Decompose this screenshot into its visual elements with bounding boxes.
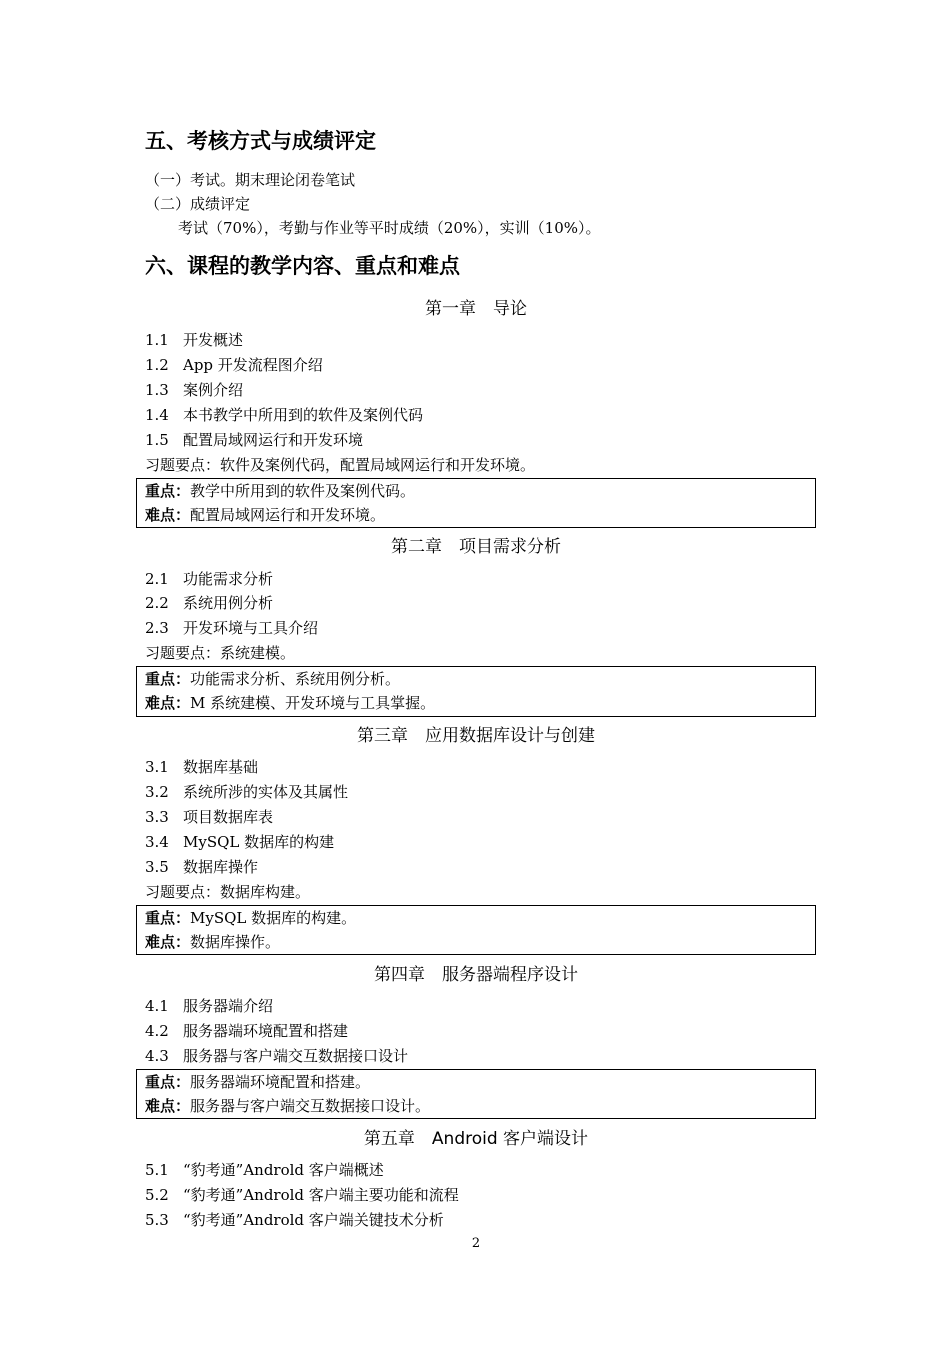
key-points-box [136,905,816,955]
difficulty-row: 难点：数据库操作。 [145,933,281,951]
difficulty-row: 难点：服务器与客户端交互数据接口设计。 [145,1097,431,1115]
list-item: 2.1 功能需求分析 [145,570,274,588]
difficulty-row: 难点：配置局域网运行和开发环境。 [145,506,386,524]
assessment-item-exam: （一）考试。期末理论闭卷笔试 [145,171,356,189]
exercise-note: 习题要点：数据库构建。 [145,883,311,901]
chapter-title: 第三章 应用数据库设计与创建 [357,726,595,746]
list-item: 2.2 系统用例分析 [145,594,274,612]
exercise-note: 习题要点：软件及案例代码，配置局域网运行和开发环境。 [145,456,536,474]
list-item: 4.1 服务器端介绍 [145,997,274,1015]
page-number: 2 [471,1236,481,1251]
key-points-box [136,1069,816,1119]
list-item: 1.1 开发概述 [145,331,244,349]
list-item: 3.3 项目数据库表 [145,808,274,826]
key-points-box [136,478,816,528]
list-item: 5.3 “豹考通”Androld 客户端关键技术分析 [145,1211,444,1229]
chapter-title: 第四章 服务器端程序设计 [374,965,578,985]
key-point-row: 重点：服务器端环境配置和搭建。 [145,1073,371,1091]
list-item: 5.1 “豹考通”Androld 客户端概述 [145,1161,384,1179]
list-item: 3.4 MySQL 数据库的构建 [145,833,335,851]
difficulty-row: 难点：M 系统建模、开发环境与工具掌握。 [145,694,436,712]
key-point-row: 重点：功能需求分析、系统用例分析。 [145,670,401,688]
exercise-note: 习题要点：系统建模。 [145,644,296,662]
assessment-detail: 考试（70%），考勤与作业等平时成绩（20%），实训（10%）。 [178,219,601,237]
list-item: 4.3 服务器与客户端交互数据接口设计 [145,1047,409,1065]
key-point-row: 重点：教学中所用到的软件及案例代码。 [145,482,416,500]
key-point-row: 重点：MySQL 数据库的构建。 [145,909,357,927]
key-points-box [136,666,816,717]
list-item: 1.4 本书教学中所用到的软件及案例代码 [145,406,424,424]
chapter-title: 第一章 导论 [425,299,527,319]
list-item: 3.5 数据库操作 [145,858,259,876]
list-item: 3.2 系统所涉的实体及其属性 [145,783,349,801]
list-item: 1.3 案例介绍 [145,381,244,399]
list-item: 5.2 “豹考通”Androld 客户端主要功能和流程 [145,1186,459,1204]
list-item: 1.2 App 开发流程图介绍 [145,356,323,374]
list-item: 1.5 配置局域网运行和开发环境 [145,431,364,449]
chapter-title: 第二章 项目需求分析 [391,537,561,557]
assessment-item-grading: （二）成绩评定 [145,195,251,213]
list-item: 3.1 数据库基础 [145,758,259,776]
section-heading-assessment: 五、考核方式与成绩评定 [145,129,376,153]
section-heading-content: 六、课程的教学内容、重点和难点 [145,254,460,278]
list-item: 2.3 开发环境与工具介绍 [145,619,319,637]
chapter-title: 第五章 Android 客户端设计 [363,1129,589,1149]
list-item: 4.2 服务器端环境配置和搭建 [145,1022,349,1040]
